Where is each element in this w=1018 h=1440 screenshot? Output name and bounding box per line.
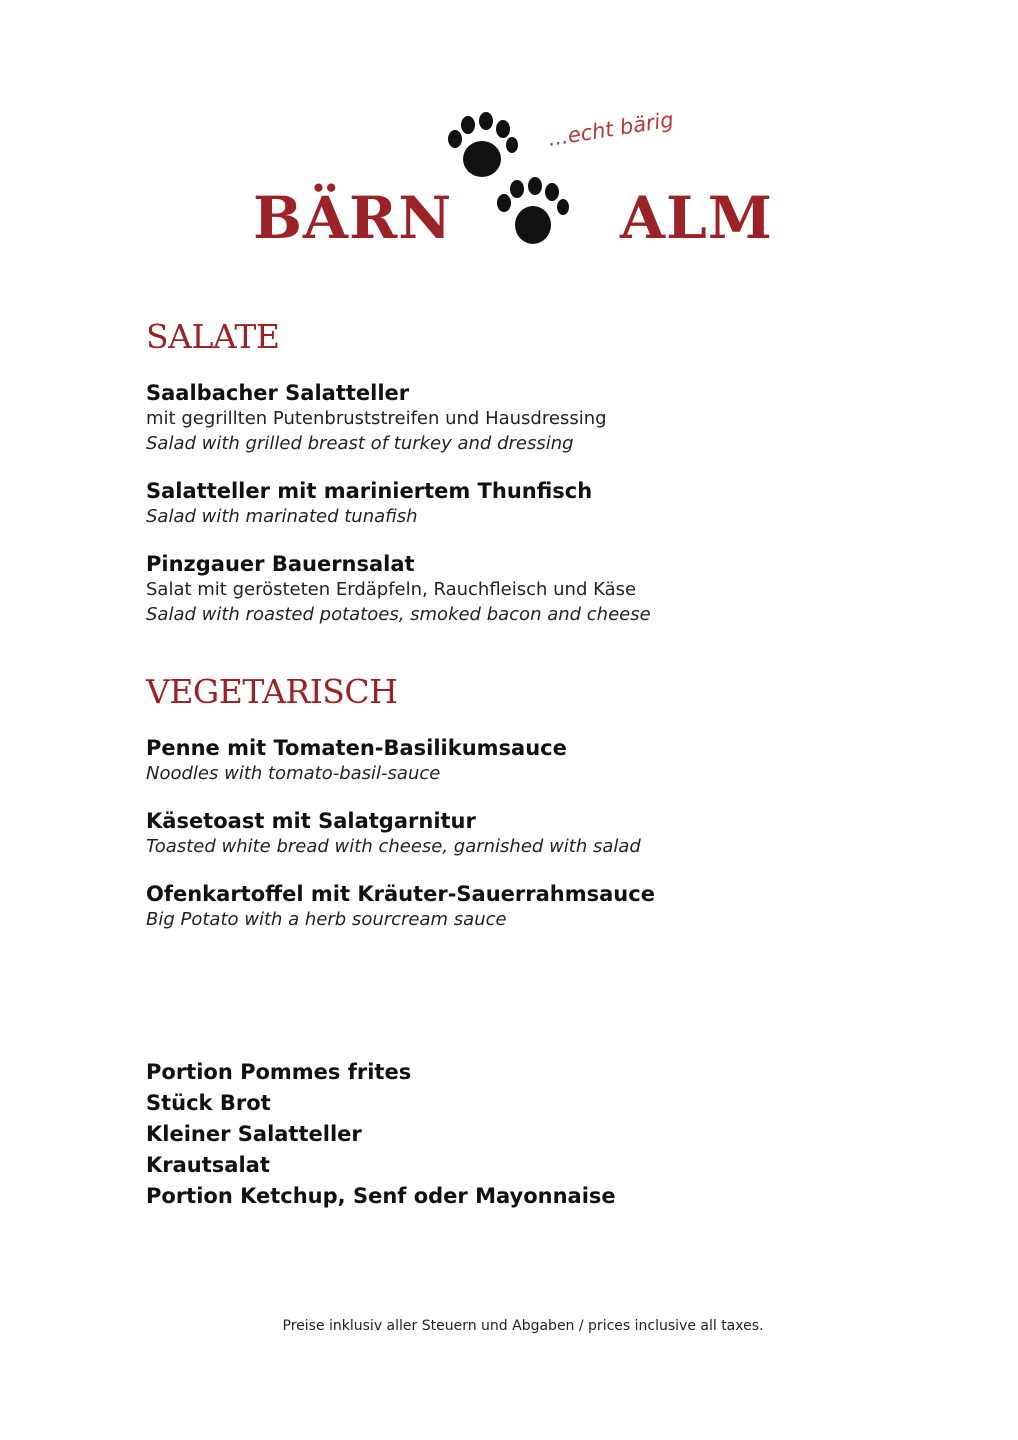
extras-item: Kleiner Salatteller [146,1122,362,1146]
menu-item [146,380,906,456]
item-name: Pinzgauer Bauernsalat [146,551,415,576]
item-name: Ofenkartoffel mit Kräuter-Sauerrahmsauce [146,881,655,906]
logo-word-baern: BÄRN [253,184,453,252]
logo [250,105,780,265]
extras-item: Portion Pommes frites [146,1060,412,1084]
section-title: SALATE [146,317,280,356]
item-description-english: Salad with marinated tunafish [146,505,418,527]
extras-list [146,1057,616,1212]
extras-item: Krautsalat [146,1153,270,1177]
logo-tagline: ...echt bärig [546,107,676,151]
menu-item [146,551,906,627]
menu-content [146,318,906,954]
item-description-german: mit gegrillten Putenbruststreifen und Hausdressing [146,407,607,429]
menu-item [146,478,906,529]
section-title: VEGETARISCH [146,671,398,711]
bear-paw-icon [442,109,522,185]
item-description-english: Salad with grilled breast of turkey and dressing [146,432,574,454]
item-description-german: Salat mit gerösteten Erdäpfeln, Rauchfleisch und Käse [146,578,637,600]
menu-item [146,881,906,932]
extras-item: Stück Brot [146,1091,271,1115]
extras-item: Portion Ketchup, Senf oder Mayonnaise [146,1184,616,1208]
item-name: Salatteller mit mariniertem Thunfisch [146,478,593,503]
logo-word-alm: ALM [620,184,773,252]
menu-item [146,735,906,786]
item-name: Saalbacher Salatteller [146,380,410,405]
menu-item [146,808,906,859]
item-description-english: Big Potato with a herb sourcream sauce [146,908,507,930]
item-description-english: Toasted white bread with cheese, garnished with salad [146,835,641,857]
item-description-english: Noodles with tomato-basil-sauce [146,762,441,784]
section-vegetarisch [146,673,906,932]
item-name: Käsetoast mit Salatgarnitur [146,808,476,833]
bear-paw-icon [493,177,573,253]
item-name: Penne mit Tomaten-Basilikumsauce [146,735,567,760]
price-note: Preise inklusiv aller Steuern und Abgaben / prices inclusive all taxes. [282,1318,764,1334]
section-salate [146,318,906,627]
item-description-english: Salad with roasted potatoes, smoked bacon and cheese [146,603,651,625]
